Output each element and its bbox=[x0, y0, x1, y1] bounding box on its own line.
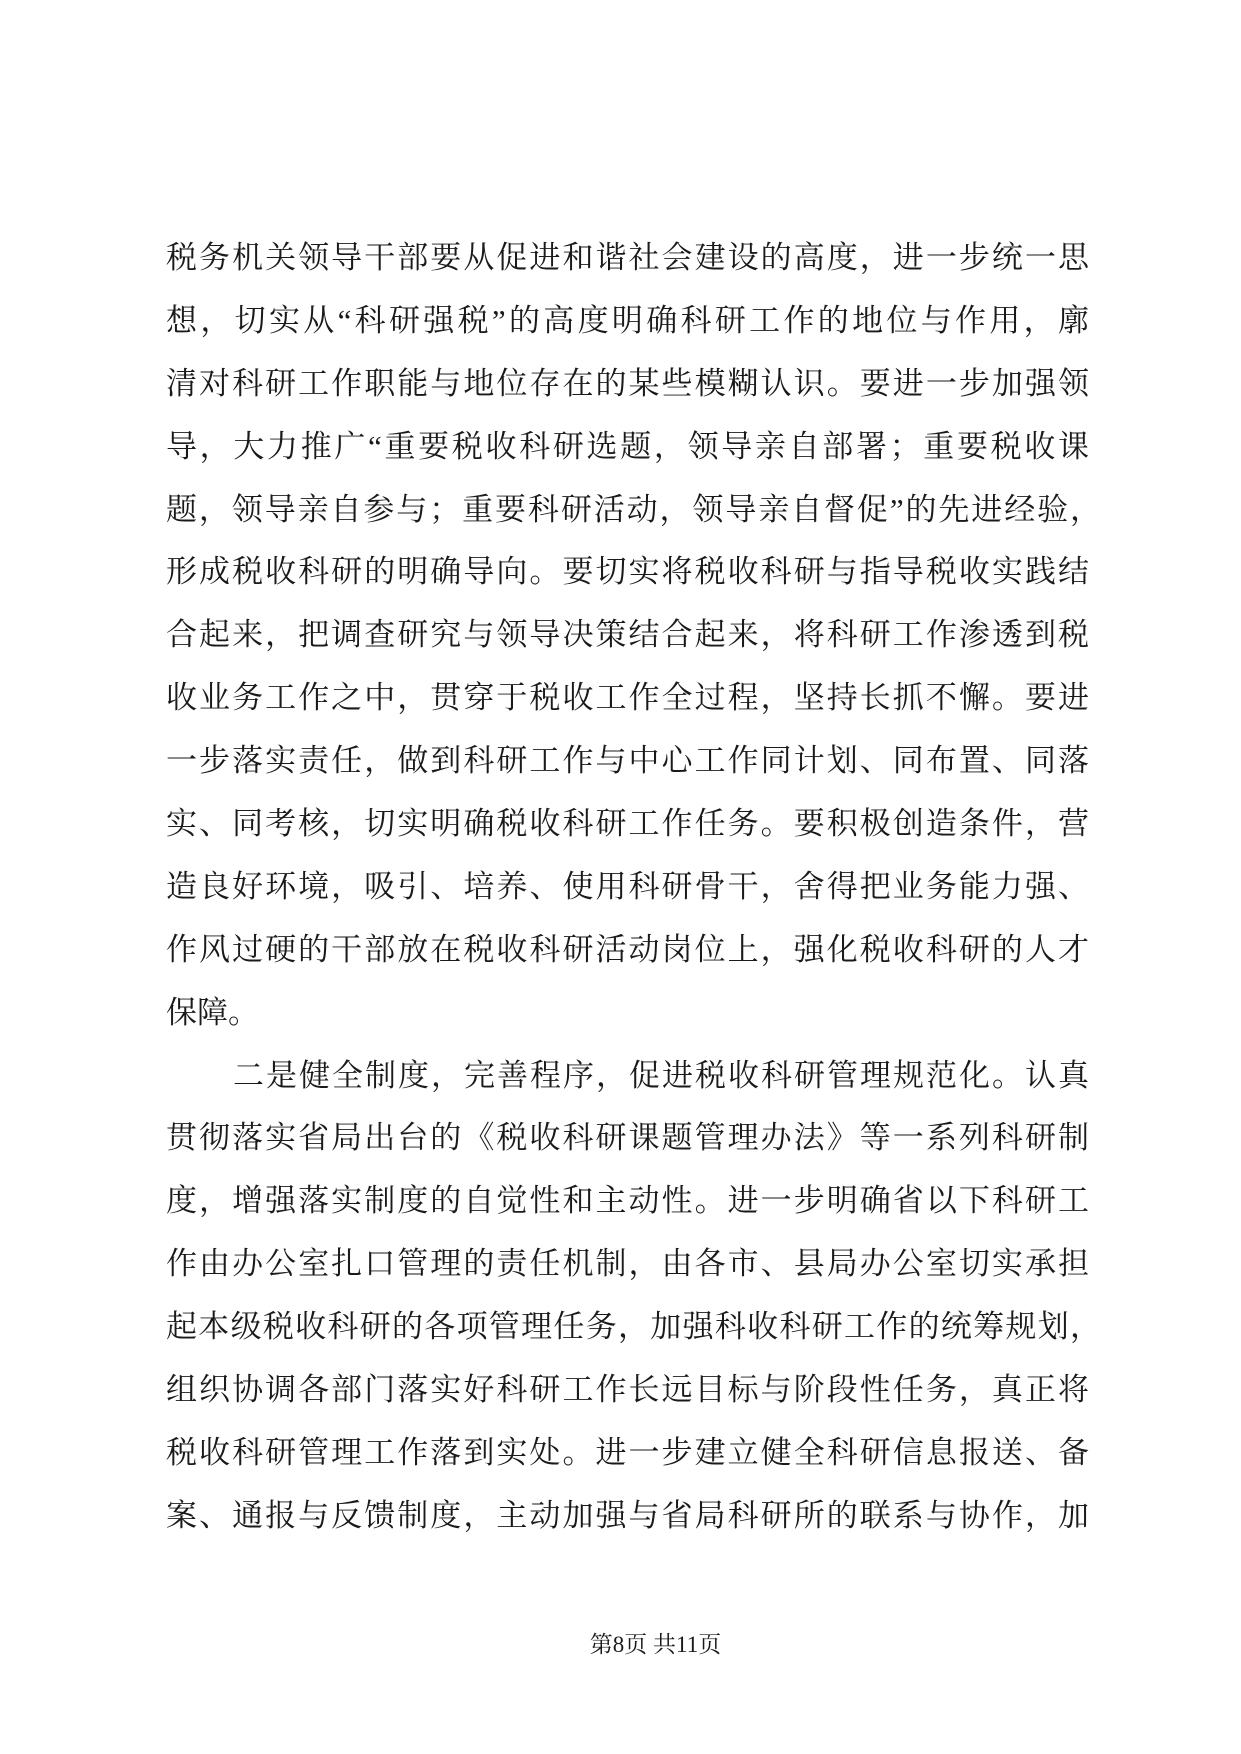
text-line: 税收科研管理工作落到实处。进一步建立健全科研信息报送、备 bbox=[166, 1434, 1089, 1470]
paragraph-system-improvement bbox=[166, 1045, 1101, 1548]
page-footer bbox=[70, 1631, 1241, 1659]
text-line: 题，领导亲自参与；重要科研活动，领导亲自督促”的先进经验， bbox=[166, 491, 1101, 527]
page-number-label: 第8页 共11页 bbox=[589, 1632, 722, 1657]
text-line: 税务机关领导干部要从促进和谐社会建设的高度，进一步统一思 bbox=[166, 240, 1089, 275]
text-line: 度，增强落实制度的自觉性和主动性。进一步明确省以下科研工 bbox=[166, 1183, 1089, 1219]
text-line: 贯彻落实省局出台的《税收科研课题管理办法》等一系列科研制 bbox=[166, 1120, 1089, 1156]
text-line: 形成税收科研的明确导向。要切实将税收科研与指导税收实践结 bbox=[166, 554, 1089, 590]
text-line: 作由办公室扎口管理的责任机制，由各市、县局办公室切实承担 bbox=[166, 1246, 1089, 1282]
paragraph-continued bbox=[166, 227, 1101, 1045]
text-line: 保障。 bbox=[166, 994, 259, 1030]
text-line: 清对科研工作职能与地位存在的某些模糊认识。要进一步加强领 bbox=[166, 365, 1089, 401]
text-line: 起本级税收科研的各项管理任务，加强科收科研工作的统筹规划， bbox=[166, 1309, 1101, 1345]
text-line: 收业务工作之中，贯穿于税收工作全过程，坚持长抓不懈。要进 bbox=[166, 680, 1089, 716]
text-line: 造良好环境，吸引、培养、使用科研骨干，舍得把业务能力强、 bbox=[166, 868, 1089, 904]
text-line: 想，切实从“科研强税”的高度明确科研工作的地位与作用，廓 bbox=[166, 302, 1089, 338]
text-line: 合起来，把调查研究与领导决策结合起来，将科研工作渗透到税 bbox=[166, 617, 1089, 653]
text-line: 组织协调各部门落实好科研工作长远目标与阶段性任务，真正将 bbox=[166, 1372, 1089, 1408]
text-line: 导，大力推广“重要税收科研选题，领导亲自部署；重要税收课 bbox=[166, 428, 1089, 464]
text-line: 作风过硬的干部放在税收科研活动岗位上，强化税收科研的人才 bbox=[166, 931, 1089, 967]
text-line: 一步落实责任，做到科研工作与中心工作同计划、同布置、同落 bbox=[166, 743, 1089, 779]
text-line: 二是健全制度，完善程序，促进税收科研管理规范化。认真 bbox=[233, 1057, 1089, 1093]
document-body bbox=[166, 227, 1101, 1548]
text-line: 案、通报与反馈制度，主动加强与省局科研所的联系与协作，加 bbox=[166, 1497, 1089, 1533]
text-line: 实、同考核，切实明确税收科研工作任务。要积极创造条件，营 bbox=[166, 806, 1089, 842]
